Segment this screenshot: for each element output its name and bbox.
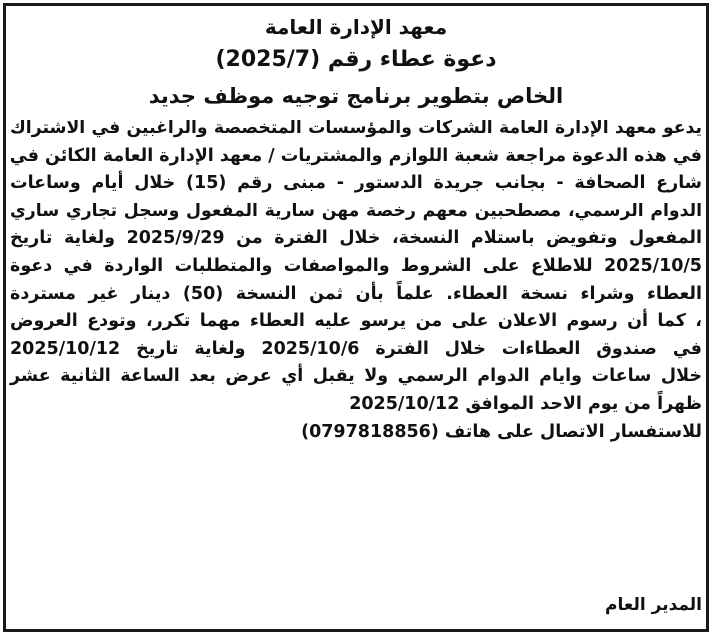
body-line: ظهراً من يوم الاحد الموافق 2025/10/12: [349, 393, 702, 414]
announcement-content: [10, 12, 702, 446]
body-line: 2025/10/5 للاطلاع على الشروط والمواصفات والمتطلبات الواردة في دعوة: [10, 255, 702, 276]
body-line: خلال ساعات وايام الدوام الرسمي ولا يقبل أي عرض بعد الساعة الثانية عشر: [10, 366, 702, 387]
body-line: الدوام الرسمي، مصطحبين معهم رخصة مهن سارية المفعول وسجل تجاري ساري: [10, 200, 702, 221]
institute-name: معهد الإدارة العامة: [264, 15, 448, 39]
body-line: في هذه الدعوة مراجعة شعبة اللوازم والمشتريات / معهد الإدارة العامة الكائن في: [9, 145, 702, 166]
body-line: شارع الصحافة - بجانب جريدة الدستور - مبنى رقم (15) خلال أيام وساعات: [10, 173, 702, 194]
tender-subject: الخاص بتطوير برنامج توجيه موظف جديد: [148, 84, 564, 108]
body-line: المفعول وتفويض باستلام النسخة، خلال الفترة من 2025/9/29 ولغاية تاريخ: [10, 228, 702, 249]
body-line: في صندوق العطاءات خلال الفترة 2025/10/6 ولغاية تاريخ 2025/10/12: [10, 338, 702, 359]
tender-number: دعوة عطاء رقم (2025/7): [215, 47, 497, 72]
signature: المدير العام: [605, 595, 702, 615]
announcement-body: [10, 115, 702, 446]
contact-line: للاستفسار الاتصال على هاتف (0797818856): [301, 421, 702, 442]
body-line: يدعو معهد الإدارة العامة الشركات والمؤسسات المتخصصة والراغبين في الاشتراك: [10, 118, 702, 138]
body-line: ، كما أن رسوم الاعلان على من يرسو عليه العطاء مهما تكرر، وتودع العروض: [10, 311, 702, 332]
body-line: العطاء وشراء نسخة العطاء. علماً بأن ثمن النسخة (50) دينار غير مستردة: [10, 283, 702, 304]
